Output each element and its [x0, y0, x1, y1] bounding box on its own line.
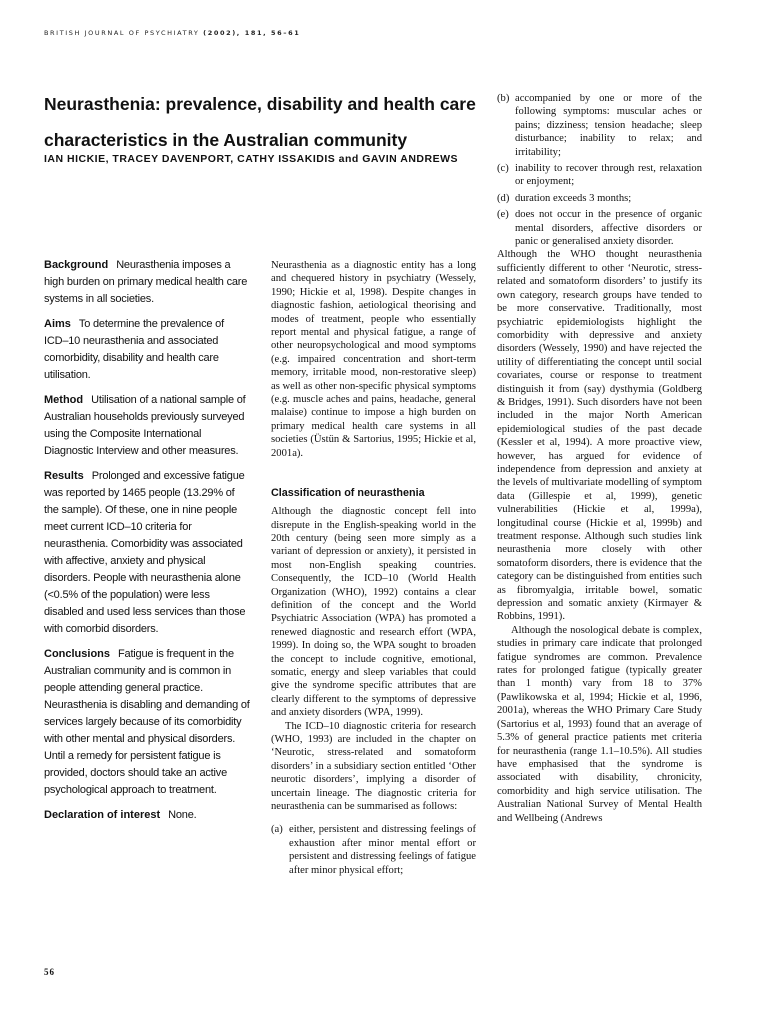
journal-header	[44, 29, 300, 37]
criterion-item	[497, 162, 702, 189]
criterion-label: (e)	[497, 209, 509, 221]
criterion-label: (b)	[497, 93, 510, 104]
method-heading: Method	[44, 394, 84, 406]
criterion-text: inability to recover through rest, relaxation or enjoyment;	[515, 163, 702, 188]
criterion-label: (d)	[497, 192, 510, 204]
aims-text: To determine the prevalence of ICD–10 neurasthenia and associated comorbidity, disability and health care utilisation.	[44, 318, 224, 381]
article-title: Neurasthenia: prevalence, disability and health care characteristics in the Australian community	[44, 94, 476, 150]
criterion-label: (a)	[271, 824, 283, 836]
body-column-right	[497, 92, 702, 825]
abstract-conclusions	[44, 646, 250, 799]
classification-paragraph-1: Although the diagnostic concept fell into disrepute in the English-speaking world in the 20th century (being seen more simply as a variant of depression or anxiety), it persisted in most non-English speaking countries. Consequently, the ICD–10 (World Health Organization (WHO), 1992) contains a clear definition of the concept and the World Psychiatric Association (WPA) has promoted a renewed diagnostic and research effort (WPA, 1999). In doing so, the WPA sought to broaden the concept to include cognitive, emotional, somatic, energy and sleep variables that could give the syndrome specific attributes that are clearly different to the symptoms of depressive and anxiety disorders (WPA, 1999).	[271, 506, 476, 719]
criterion-item	[497, 208, 702, 248]
criterion-text: does not occur in the presence of organic mental disorders, affective disorders or panic or generalised anxiety disorder.	[515, 209, 702, 248]
abstract-method	[44, 392, 250, 460]
journal-name: BRITISH JOURNAL OF PSYCHIATRY	[44, 29, 200, 37]
results-text: Prolonged and excessive fatigue was reported by 1465 people (13.29% of the sample). Of these, one in nine people meet current ICD–10 criteria for neurasthenia. Comorbidity was associated with affective, anxiety and physical disorders. People with neurasthenia alone (<0.5% of the population) were less disabled and used less services than those with comorbid disorders.	[44, 470, 246, 635]
column3-paragraph-1: Although the WHO thought neurasthenia sufficiently different to other ‘Neurotic, stress-related and somatoform disorders’ to justify its own category, research groups have tended to be more conservative. Traditionally, most psychiatric epidemiologists highlight the comorbidity with depressive and anxiety disorders (Wessely, 1990) and have rejected the utility of differentiating the concept until social covariates, course or response to treatment distinguish it from (say) dysthymia (Goldberg & Bridges, 1991). Such disorders have not been included in the major North American epidemiological studies of the past decade (Kessler et al, 1994). A more proactive view, however, has argued for evidence of independence from depression and anxiety at the levels of multivariate modelling of symptom data (Gillespie et al, 1999), genetic vulnerabilities (Hickie et al, 1999a), longitudinal course (Hickie et al, 1999b) and treatment response. Although such studies link neurasthenia more closely with other somatoform disorders, there is evidence that the category can be distinguished from entities such as fibromyalgia, irritable bowel, somatic depression and somatic anxiety (Kirmayer & Robbins, 1991).	[497, 249, 702, 623]
column3-paragraph-2: Although the nosological debate is complex, studies in primary care indicate that prolonged fatigue syndromes are common. Prevalence rates for prolonged fatigue (typically greater than 1 month) vary from 18 to 37% (Pawlikowska et al, 1994; Hickie et al, 1996, 2001a), whereas the WHO Primary Care Study (Sartorius et al, 1993) found that an average of 5.3% of general practice patients met criteria for neurasthenia (range 1.1–10.5%). All studies have emphasised that the syndrome is associated with disability, chronicity, comorbidity and high service utilisation. The Australian National Survey of Mental Health and Wellbeing (Andrews	[497, 624, 702, 824]
journal-citation: (2002), 181, 56–61	[203, 29, 301, 37]
abstract	[44, 257, 250, 832]
criterion-text: either, persistent and distressing feelings of exhaustion after minor mental effort or persistent and distressing feelings of fatigue after minor physical effort;	[289, 824, 476, 876]
criterion-text: duration exceeds 3 months;	[515, 192, 632, 204]
criterion-item	[497, 92, 702, 159]
declaration-heading: Declaration of interest	[44, 809, 161, 821]
section-heading: Classification of neurasthenia	[271, 487, 425, 500]
classification-paragraph-2: The ICD–10 diagnostic criteria for research (WHO, 1993) are included in the chapter on ‘Neurotic, stress-related and somatoform disorders’ in a subsidiary section entitled ‘Other neurotic disorders’, implying a disorder of uncertain lineage. The diagnostic criteria for neurasthenia can be summarised as follows:	[271, 720, 476, 813]
declaration-text: None.	[168, 809, 197, 821]
abstract-background	[44, 257, 250, 308]
background-heading: Background	[44, 259, 109, 271]
abstract-declaration	[44, 807, 250, 824]
results-heading: Results	[44, 470, 84, 482]
criterion-item	[497, 192, 702, 205]
abstract-results	[44, 468, 250, 638]
criterion-item	[271, 823, 476, 877]
conclusions-heading: Conclusions	[44, 648, 111, 660]
abstract-aims	[44, 316, 250, 384]
method-text: Utilisation of a national sample of Australian households previously surveyed using the Composite International Diagnostic Interview and other measures.	[44, 394, 246, 457]
intro-paragraph: Neurasthenia as a diagnostic entity has a long and chequered history in psychiatry (Wessely, 1990; Hickie et al, 1998). Despite changes in diagnostic fashion, aetiological theorising and modes of treatment, people who essentially report mental and physical fatigue, a range of other neuropsychological and mood symptoms (e.g. impaired concentration and short-term memory, irritable mood, non-restorative sleep) as well as other non-specific physical symptoms (e.g. muscle aches and pains, headache, general malaise) continue to impose a high burden on primary medical health care systems in all societies (Üstün & Sartorius, 1995; Hickie et al, 2001a).	[271, 260, 476, 459]
aims-heading: Aims	[44, 318, 71, 330]
conclusions-text: Fatigue is frequent in the Australian community and is common in people attending general practice. Neurasthenia is disabling and demanding of services largely because of its comorbidity with other mental and physical disorders. Until a remedy for persistent fatigue is provided, doctors should take an active psychological approach to treatment.	[44, 648, 250, 796]
criterion-label: (c)	[497, 163, 509, 175]
article-authors: IAN HICKIE, TRACEY DAVENPORT, CATHY ISSAKIDIS and GAVIN ANDREWS	[44, 153, 459, 165]
background-text: Neurasthenia imposes a high burden on primary medical health care systems in all societies.	[44, 259, 248, 305]
criterion-text: accompanied by one or more of the following symptoms: muscular aches or pains; dizziness; tension headache; sleep disturbance; inability to relax; and irritability;	[515, 93, 702, 158]
page-number: 56	[44, 967, 55, 977]
body-column-middle	[271, 259, 476, 877]
